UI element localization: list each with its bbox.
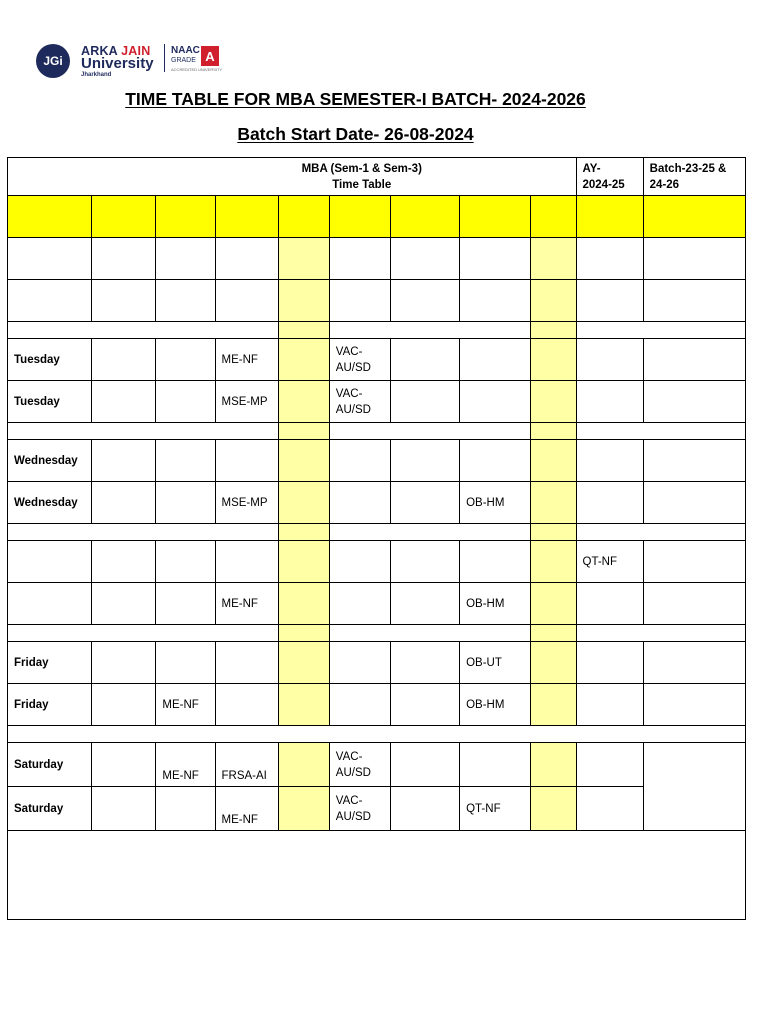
table-cell [92,482,156,524]
table-cell [92,541,156,583]
day-cell [8,541,92,583]
table-cell [156,196,215,238]
header-title-line2: Time Table [332,178,392,191]
subject-cell: FRSA-AI [215,743,278,787]
table-cell [643,238,745,280]
table-cell [390,743,459,787]
table-cell [329,482,390,524]
table-cell [643,743,745,787]
table-cell [576,280,643,322]
yellow-header-row [8,196,746,238]
separator-cell [576,625,746,642]
subject-cell: MSE-MP [215,482,278,524]
table-cell [329,238,390,280]
separator-cell [576,423,746,440]
day-cell [8,238,92,280]
subject-cell: ME-NF [215,583,278,625]
table-cell [460,196,531,238]
table-cell [329,684,390,726]
separator-cell [576,322,746,339]
break-cell [278,625,329,642]
subject-cell: OB-UT [460,642,531,684]
table-cell [215,196,278,238]
table-cell [329,280,390,322]
footer-cell [8,831,746,920]
separator-row [8,726,746,743]
subject-cell: OB-HM [460,583,531,625]
timetable [7,157,746,920]
table-cell [92,339,156,381]
day-cell [8,583,92,625]
table-cell [156,583,215,625]
table-header-row [8,158,746,196]
table-cell [156,482,215,524]
break-cell [278,423,329,440]
break-cell [278,440,329,482]
table-cell [460,541,531,583]
table-cell [390,238,459,280]
table-row [8,238,746,280]
table-cell [390,541,459,583]
break-cell [278,642,329,684]
logo-university-text: University [81,55,154,72]
break-cell [278,524,329,541]
subject-cell: VAC- AU/SD [329,743,390,787]
table-cell [643,280,745,322]
table-cell [329,196,390,238]
table-cell [329,642,390,684]
table-row [8,339,746,381]
table-cell [390,642,459,684]
break-cell [531,322,576,339]
break-cell [531,482,576,524]
table-cell [576,583,643,625]
footer-row [8,831,746,920]
table-cell [390,482,459,524]
table-cell [278,196,329,238]
separator-row [8,524,746,541]
break-cell [531,339,576,381]
naac-grade-label: GRADE [171,57,196,64]
table-cell [215,440,278,482]
table-cell [92,743,156,787]
subject-cell: ME-NF [156,684,215,726]
table-cell [390,339,459,381]
jgi-emblem: JGi [36,44,70,78]
table-cell [390,787,459,831]
subject-cell: VAC- AU/SD [329,787,390,831]
break-cell [531,280,576,322]
break-cell [278,482,329,524]
day-cell [8,280,92,322]
table-cell [576,684,643,726]
batch-start-date: Batch Start Date- 26-08-2024 [237,124,474,144]
separator-cell [8,726,746,743]
separator-row [8,322,746,339]
table-cell [329,541,390,583]
table-cell [390,381,459,423]
table-row [8,381,746,423]
separator-cell [329,322,530,339]
day-cell: Friday [8,684,92,726]
table-cell [643,339,745,381]
day-cell: Saturday [8,787,92,831]
table-cell [460,440,531,482]
table-cell [156,642,215,684]
logo-arka-text: ARKA [81,44,118,58]
break-cell [278,541,329,583]
table-cell [460,381,531,423]
table-cell [643,381,745,423]
table-cell [390,684,459,726]
break-cell [278,787,329,831]
academic-year: AY- 2024-25 [576,158,643,196]
break-cell [531,743,576,787]
table-cell [460,238,531,280]
subject-cell: MSE-MP [215,381,278,423]
header-title-cell [8,158,577,196]
day-cell: Friday [8,642,92,684]
break-cell [531,381,576,423]
table-row [8,280,746,322]
table-row [8,642,746,684]
table-cell [92,440,156,482]
subject-cell: QT-NF [576,541,643,583]
table-cell [156,787,215,831]
separator-row [8,625,746,642]
logo-jain-text: JAIN [121,44,151,58]
table-cell [643,196,745,238]
break-cell [278,238,329,280]
separator-cell [8,423,279,440]
break-cell [531,787,576,831]
table-cell [576,642,643,684]
table-cell [643,440,745,482]
day-cell: Wednesday [8,482,92,524]
table-cell [643,482,745,524]
table-row [8,440,746,482]
table-cell [215,541,278,583]
table-cell [576,787,643,831]
table-cell [156,381,215,423]
break-cell [531,583,576,625]
table-cell [156,440,215,482]
table-cell [215,684,278,726]
table-cell [576,196,643,238]
table-cell [460,339,531,381]
logo-state-text: Jharkhand [81,72,112,78]
table-cell [643,787,745,831]
break-cell [278,743,329,787]
table-cell [576,339,643,381]
break-cell [278,583,329,625]
table-cell [390,583,459,625]
table-cell [92,280,156,322]
table-row [8,743,746,787]
break-cell [531,238,576,280]
break-cell [531,524,576,541]
subject-cell: QT-NF [460,787,531,831]
break-cell [531,541,576,583]
break-cell [278,322,329,339]
header-title [154,161,570,193]
naac-grade-badge: A [201,46,219,66]
table-cell [576,238,643,280]
table-row [8,583,746,625]
table-cell [8,196,92,238]
table-cell [643,642,745,684]
separator-cell [329,625,530,642]
table-cell [92,684,156,726]
table-cell [390,440,459,482]
separator-cell [8,625,279,642]
table-cell [92,642,156,684]
table-cell [215,280,278,322]
separator-cell [329,423,530,440]
table-row [8,684,746,726]
day-cell: Tuesday [8,381,92,423]
subject-cell: ME-NF [215,339,278,381]
break-cell [531,684,576,726]
table-cell [460,743,531,787]
break-cell [531,440,576,482]
break-cell [278,381,329,423]
day-cell: Saturday [8,743,92,787]
subject-cell: ME-NF [156,743,215,787]
separator-cell [8,322,279,339]
header-title-line1: MBA (Sem-1 & Sem-3) [301,162,422,175]
subject-cell: OB-HM [460,482,531,524]
accreditation-text: ACCREDITED UNIVERSITY [171,67,223,72]
logo-divider [164,44,165,72]
subject-cell: OB-HM [460,684,531,726]
table-cell [643,684,745,726]
separator-cell [8,524,279,541]
table-cell [531,196,576,238]
break-cell [531,642,576,684]
table-cell [156,339,215,381]
table-cell [92,238,156,280]
break-cell [531,423,576,440]
break-cell [278,280,329,322]
day-cell: Tuesday [8,339,92,381]
table-cell [460,280,531,322]
table-cell [92,381,156,423]
break-cell [278,684,329,726]
break-cell [278,339,329,381]
table-cell [92,787,156,831]
table-cell [92,583,156,625]
table-cell [390,280,459,322]
separator-cell [576,524,746,541]
table-cell [390,196,459,238]
subject-cell: VAC- AU/SD [329,339,390,381]
naac-label: NAAC [171,45,200,56]
table-cell [215,642,278,684]
subject-cell: VAC- AU/SD [329,381,390,423]
table-row [8,541,746,583]
batch-label: Batch-23-25 & 24-26 [643,158,745,196]
table-cell [576,482,643,524]
break-cell [531,625,576,642]
table-cell [643,583,745,625]
subject-cell: ME-NF [215,787,278,831]
table-cell [156,238,215,280]
table-cell [215,238,278,280]
page-title: TIME TABLE FOR MBA SEMESTER-I BATCH- 2024-2026 [125,89,586,109]
table-cell [156,280,215,322]
table-cell [92,196,156,238]
table-cell [576,440,643,482]
table-cell [576,743,643,787]
separator-cell [329,524,530,541]
day-cell: Wednesday [8,440,92,482]
table-cell [156,541,215,583]
separator-row [8,423,746,440]
table-cell [329,583,390,625]
table-row [8,787,746,831]
table-cell [329,440,390,482]
table-cell [576,381,643,423]
table-cell [643,541,745,583]
table-row [8,482,746,524]
